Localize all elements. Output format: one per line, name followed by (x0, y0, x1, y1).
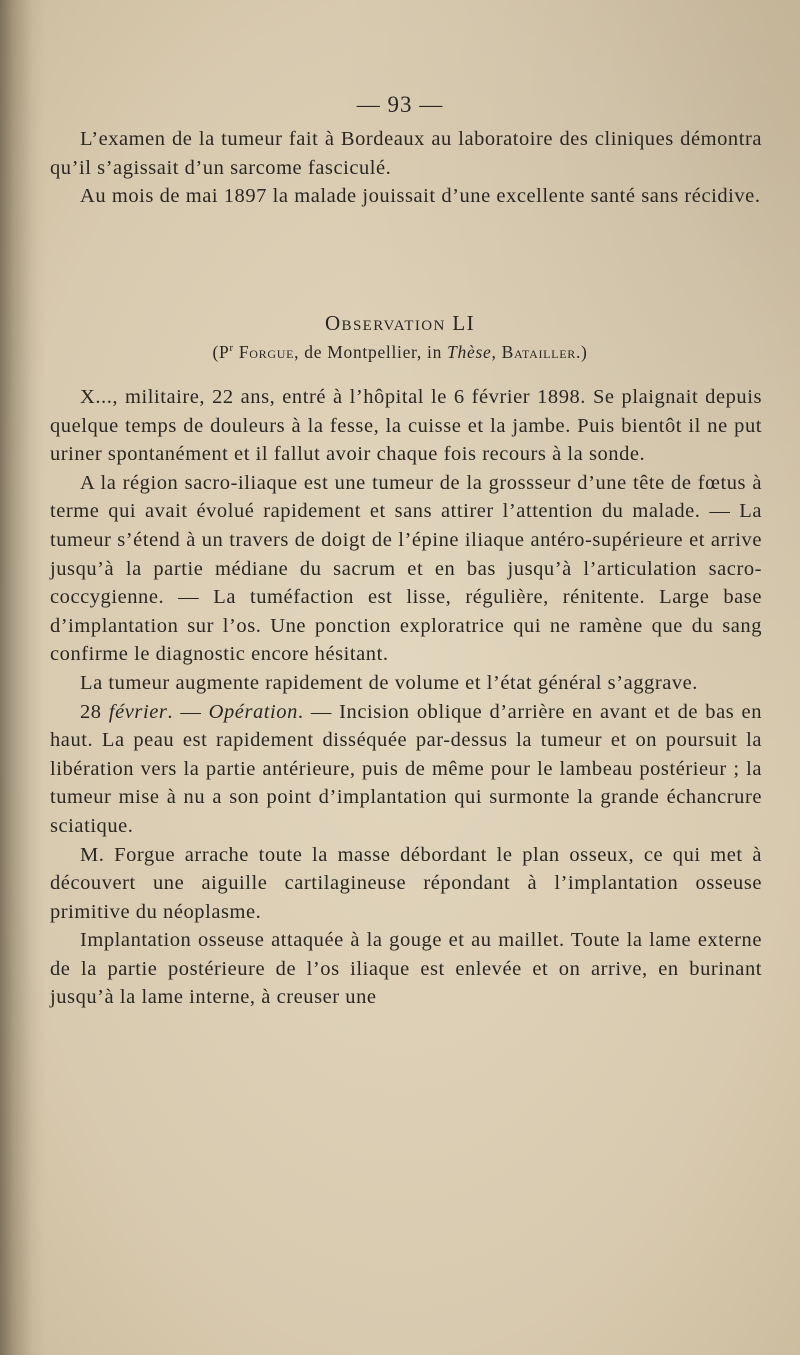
paragraph: L’examen de la tumeur fait à Bordeaux au laboratoire des cliniques démontra qu’il s’agissait d’un sarcome fasciculé. (50, 128, 762, 179)
case-text (50, 383, 762, 1012)
paragraph: La tumeur augmente rapidement de volume et l’état général s’aggrave. (80, 671, 698, 694)
page-number: — 93 — (356, 92, 444, 117)
operation-date-month: février (108, 700, 168, 723)
observation-source (0, 342, 800, 363)
operation-heading: Opération (208, 700, 298, 723)
source-middle: , de Montpellier, in (294, 342, 448, 362)
source-thesis-author: Batailler (501, 342, 576, 362)
paragraph: Au mois de mai 1897 la malade jouissait d’une excellente santé sans récidive. (80, 185, 761, 208)
source-work: Thèse (447, 342, 492, 362)
intro-text (50, 125, 762, 211)
operation-separator: . — (167, 700, 209, 723)
paragraph-operation (50, 698, 762, 841)
source-author: Forgue (238, 342, 295, 362)
source-open: (P (212, 342, 230, 362)
operation-date: 28 (80, 700, 109, 723)
paragraph: Implantation osseuse attaquée à la gouge et au maillet. Toute la lame externe de la partie postérieure de l’os iliaque est enlevée et on arrive, en burinant jusqu’à la lame interne, à creuser une (50, 929, 762, 1009)
observation-title: Observation LI (324, 311, 476, 335)
paragraph: M. Forgue arrache toute la masse débordant le plan osseux, ce qui met à découvert une aiguille cartilagineuse répondant à l’implantation osseuse primitive du néoplasme. (50, 843, 762, 923)
source-separator: , (491, 342, 502, 362)
operation-text: . — Incision oblique d’arrière en avant et de bas en haut. La peau est rapidement disséquée par-dessus la tumeur et on poursuit la libération vers la partie antérieure, puis de même pour le lambeau postérieur ; la tumeur mise à nu a son point d’implantation qui surmonte la grande échancrure sciatique. (50, 700, 762, 837)
source-close: .) (575, 342, 588, 362)
paragraph: A la région sacro-iliaque est une tumeur de la grossseur d’une tête de fœtus à terme qui avait évolué rapidement et sans attirer l’attention du malade. — La tumeur s’étend à un travers de doigt de l’épine iliaque antéro-supérieure et arrive jusqu’à la partie médiane du sacrum et en bas jusqu’à l’articulation sacro-coccygienne. — La tuméfaction est lisse, régulière, rénitente. Large base d’implantation sur l’os. Une ponction exploratrice qui ne ramène que du sang confirme le diagnostic encore hésitant. (50, 471, 762, 666)
paragraph: X..., militaire, 22 ans, entré à l’hôpital le 6 février 1898. Se plaignait depuis quelque temps de douleurs à la fesse, la cuisse et la jambe. Puis bientôt il ne put uriner spontanément et il fallut avoir chaque fois recours à la sonde. (50, 386, 762, 466)
source-superscript: r (229, 342, 234, 355)
page-binding-shadow (0, 0, 46, 1355)
